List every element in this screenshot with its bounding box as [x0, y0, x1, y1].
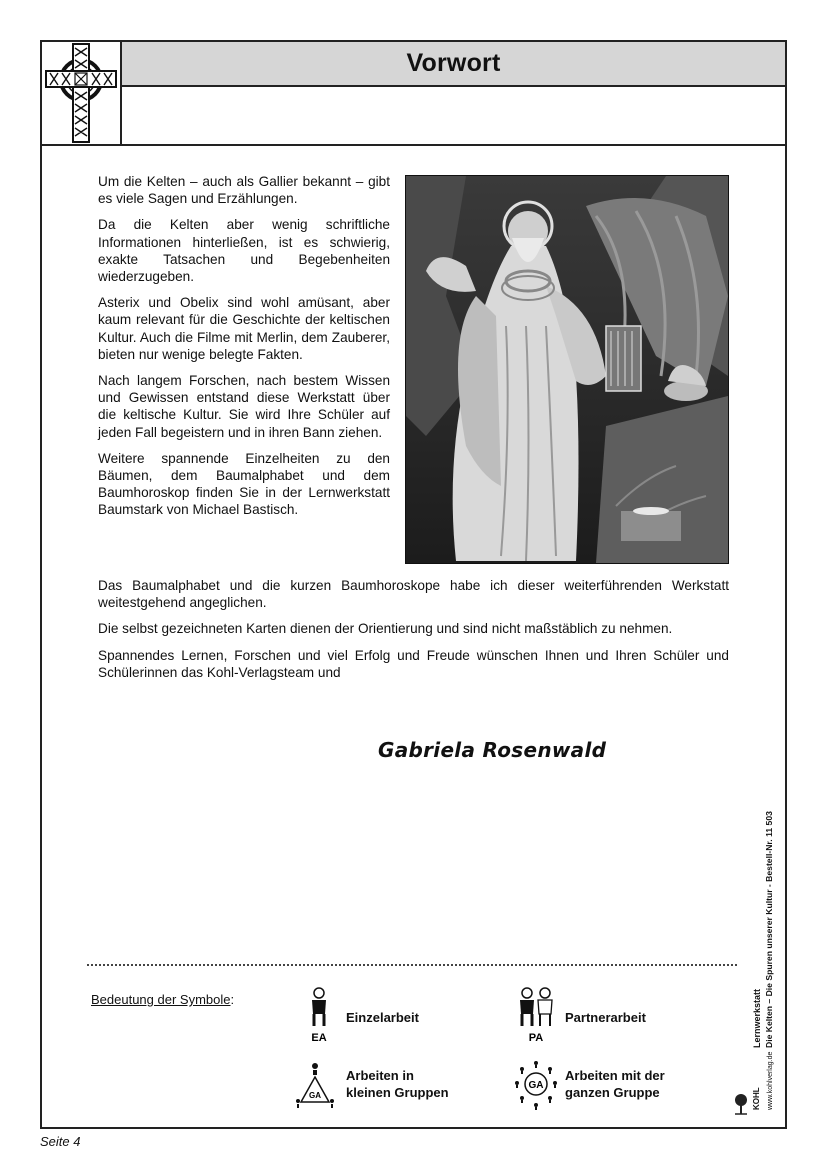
ga-all-line2: ganzen Gruppe	[565, 1085, 660, 1100]
side-order-info: Die Kelten – Die Spuren unserer Kultur - Bestell-Nr. 11 503	[764, 811, 774, 1048]
legend-title: Bedeutung der Symbole	[91, 992, 231, 1007]
legend-ga-all-text	[565, 1067, 665, 1101]
ea-code: EA	[311, 1032, 327, 1044]
ga-all-code: GA	[528, 1080, 544, 1091]
druid-image	[406, 176, 728, 563]
intro-paragraph: Um die Kelten – auch als Gallier bekannt – gibt es viele Sagen und Erzählungen.	[98, 174, 390, 207]
whole-group-icon	[514, 1060, 558, 1112]
partner-icon	[516, 986, 556, 1044]
intro-paragraph: Nach langem Forschen, nach bestem Wissen und Gewissen entstand diese Werkstatt über die keltische Kultur. Sie wird Ihre Schüler auf jeden Fall begeistern und in ihren Bann ziehen.	[98, 373, 390, 440]
druid-illustration	[405, 175, 729, 564]
tree-logo-icon	[733, 1092, 749, 1116]
author-signature: Gabriela Rosenwald	[378, 738, 607, 762]
body-paragraph: Das Baumalphabet und die kurzen Baumhoroskope habe ich dieser weiterführenden Werkstatt weitestgehend angeglichen.	[98, 578, 729, 611]
legend-label	[91, 992, 234, 1007]
single-person-icon	[305, 986, 333, 1044]
celtic-cross-logo	[40, 40, 122, 146]
intro-paragraph: Da die Kelten aber wenig schriftliche Informationen hinterließen, ist es schwierig, exakte Tatsachen und Begebenheiten wiederzugeben.	[98, 217, 390, 285]
ga-small-line1: Arbeiten in	[346, 1068, 414, 1083]
title-bar	[120, 40, 787, 87]
legend-ga-small-text	[346, 1067, 449, 1101]
intro-paragraph: Weitere spannende Einzelheiten zu den Bäumen, dem Baumalphabet und dem Baumhoroskop finden Sie in der Lernwerkstatt Baumstark von Michael Bastisch.	[98, 450, 390, 518]
publisher-url: www.kohlverlag.de	[767, 1051, 774, 1110]
side-series-title: Lernwerkstatt	[752, 988, 762, 1048]
body-paragraph: Spannendes Lernen, Forschen und viel Erfolg und Freude wünschen Ihnen und Ihren Schüler und Schülerinnen das Kohl-Verlagsteam und	[98, 647, 729, 680]
ga-all-line1: Arbeiten mit der	[565, 1068, 665, 1083]
intro-paragraph: Asterix und Obelix sind wohl amüsant, aber kaum relevant für die Geschichte der keltischen Kultur. Auch die Filme mit Merlin, dem Zauberer, bieten nur wenige belegte Fakten.	[98, 295, 390, 362]
header-divider	[40, 144, 787, 146]
page-title: Vorwort	[406, 49, 501, 77]
ga-small-code: GA	[309, 1091, 321, 1100]
small-group-icon	[295, 1062, 335, 1110]
page-number: Seite 4	[40, 1134, 81, 1149]
body-paragraph: Die selbst gezeichneten Karten dienen der Orientierung und sind nicht maßstäblich zu nehmen.	[98, 621, 673, 637]
legend-ea-text: Einzelarbeit	[346, 1010, 419, 1025]
legend-colon: :	[230, 992, 235, 1007]
ga-small-line2: kleinen Gruppen	[346, 1085, 449, 1100]
full-width-text	[98, 577, 729, 690]
dotted-divider	[87, 964, 737, 966]
pa-code: PA	[528, 1032, 544, 1044]
celtic-cross-icon	[42, 42, 120, 144]
publisher-name: KOHL	[752, 1087, 761, 1110]
intro-column	[98, 173, 390, 528]
legend-pa-text: Partnerarbeit	[565, 1010, 646, 1025]
